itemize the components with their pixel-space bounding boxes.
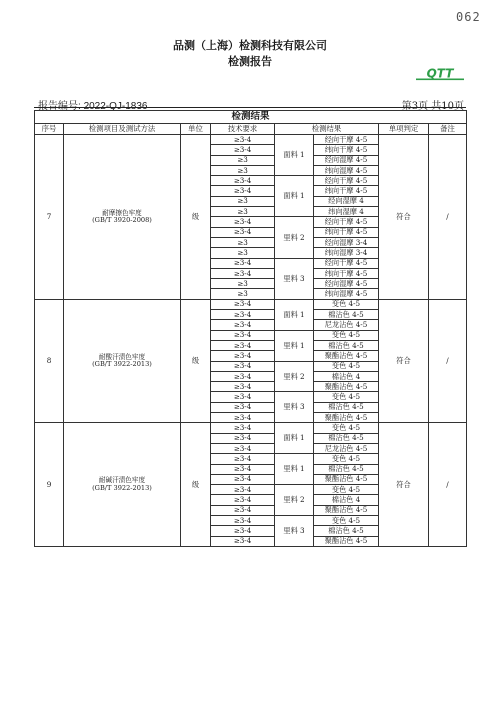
requirement: ≥3 [211, 237, 275, 247]
requirement: ≥3-4 [211, 382, 275, 392]
result-value: 经向湿摩 4-5 [314, 279, 379, 289]
material-group: 里料 3 [275, 258, 314, 299]
test-item-name: 耐摩擦色牢度 [102, 208, 142, 217]
unit: 级 [181, 135, 211, 300]
result-value: 棉沾色 4-5 [314, 402, 379, 412]
requirement: ≥3-4 [211, 258, 275, 268]
requirement: ≥3-4 [211, 145, 275, 155]
header-unit: 单位 [181, 124, 211, 135]
result-value: 纬向干摩 4-5 [314, 186, 379, 196]
requirement: ≥3-4 [211, 186, 275, 196]
result-value: 经向干摩 4-5 [314, 258, 379, 268]
result-value: 变色 4-5 [314, 330, 379, 340]
requirement: ≥3-4 [211, 515, 275, 525]
remark: / [429, 423, 467, 547]
result-value: 变色 4-5 [314, 423, 379, 433]
header-no: 序号 [35, 124, 64, 135]
requirement: ≥3 [211, 196, 275, 206]
result-value: 纬向湿摩 4-5 [314, 289, 379, 299]
header-item: 检测项目及测试方法 [64, 124, 181, 135]
requirement: ≥3-4 [211, 320, 275, 330]
requirement: ≥3-4 [211, 330, 275, 340]
result-value: 聚酯沾色 4-5 [314, 382, 379, 392]
requirement: ≥3-4 [211, 227, 275, 237]
result-value: 尼龙沾色 4-5 [314, 443, 379, 453]
test-method: (GB/T 3922-2013) [92, 483, 152, 492]
header-divider [34, 107, 466, 108]
result-value: 聚酯沾色 4-5 [314, 505, 379, 515]
test-method: (GB/T 3922-2013) [92, 360, 152, 369]
table-row [35, 299, 467, 309]
requirement: ≥3 [211, 207, 275, 217]
result-value: 经向干摩 4-5 [314, 135, 379, 145]
requirement: ≥3-4 [211, 176, 275, 186]
test-item-name: 耐碱汗渍色牢度 [98, 476, 146, 485]
requirement: ≥3-4 [211, 371, 275, 381]
requirement: ≥3-4 [211, 340, 275, 350]
result-value: 变色 4-5 [314, 299, 379, 309]
document-title: 检测报告 [228, 55, 272, 68]
item-number: 8 [35, 299, 64, 423]
result-value: 纬向湿摩 3-4 [314, 248, 379, 258]
result-value: 棉沾色 4-5 [314, 310, 379, 320]
unit: 级 [181, 423, 211, 547]
result-value: 纬向湿摩 4 [314, 207, 379, 217]
material-group: 里料 2 [275, 217, 314, 258]
requirement: ≥3 [211, 248, 275, 258]
requirement: ≥3-4 [211, 474, 275, 484]
material-group: 面料 1 [275, 299, 314, 330]
requirement: ≥3-4 [211, 217, 275, 227]
result-value: 棉沾色 4-5 [314, 433, 379, 443]
requirement: ≥3-4 [211, 299, 275, 309]
material-group: 里料 2 [275, 361, 314, 392]
logo-text: QTT [426, 66, 454, 81]
material-group: 里料 2 [275, 485, 314, 516]
item-number: 9 [35, 423, 64, 547]
requirement: ≥3-4 [211, 361, 275, 371]
requirement: ≥3-4 [211, 464, 275, 474]
requirement: ≥3-4 [211, 443, 275, 453]
table-title: 检测结果 [35, 111, 467, 124]
result-value: 变色 4-5 [314, 515, 379, 525]
requirement: ≥3-4 [211, 526, 275, 536]
requirement: ≥3 [211, 289, 275, 299]
item-number: 7 [35, 135, 64, 300]
result-value: 聚酯沾色 4-5 [314, 413, 379, 423]
material-group: 里料 3 [275, 392, 314, 423]
verdict: 符合 [379, 135, 429, 300]
material-group: 面料 1 [275, 423, 314, 454]
result-value: 棉沾色 4-5 [314, 340, 379, 350]
result-value: 经向干摩 4-5 [314, 176, 379, 186]
report-number-label: 报告编号: [38, 101, 81, 112]
requirement: ≥3-4 [211, 413, 275, 423]
requirement: ≥3-4 [211, 402, 275, 412]
result-value: 棉沾色 4 [314, 371, 379, 381]
requirement: ≥3-4 [211, 268, 275, 278]
header-requirement: 技术要求 [211, 124, 275, 135]
result-value: 变色 4-5 [314, 392, 379, 402]
table-row [35, 135, 467, 145]
requirement: ≥3-4 [211, 485, 275, 495]
report-number-value: 2022-QJ-1836 [83, 101, 148, 112]
result-value: 尼龙沾色 4-5 [314, 320, 379, 330]
material-group: 里料 1 [275, 454, 314, 485]
unit: 级 [181, 299, 211, 423]
results-body [35, 135, 467, 547]
result-value: 纬向干摩 4-5 [314, 227, 379, 237]
verdict: 符合 [379, 423, 429, 547]
result-value: 纬向干摩 4-5 [314, 268, 379, 278]
requirement: ≥3 [211, 279, 275, 289]
verdict: 符合 [379, 299, 429, 423]
test-item [64, 299, 181, 423]
requirement: ≥3-4 [211, 392, 275, 402]
result-value: 变色 4-5 [314, 485, 379, 495]
material-group: 面料 1 [275, 135, 314, 176]
requirement: ≥3-4 [211, 423, 275, 433]
test-method: (GB/T 3920-2008) [92, 215, 152, 224]
table-row [35, 423, 467, 433]
result-value: 变色 4-5 [314, 361, 379, 371]
result-value: 棉沾色 4 [314, 495, 379, 505]
requirement: ≥3 [211, 165, 275, 175]
result-value: 经向湿摩 4-5 [314, 155, 379, 165]
result-value: 经向湿摩 4 [314, 196, 379, 206]
remark: / [429, 299, 467, 423]
result-value: 聚酯沾色 4-5 [314, 536, 379, 546]
header-result: 检测结果 [275, 124, 379, 135]
page-number-stamp: 062 [456, 10, 481, 24]
results-table [34, 110, 467, 547]
requirement: ≥3-4 [211, 135, 275, 145]
material-group: 面料 1 [275, 176, 314, 217]
result-value: 棉沾色 4-5 [314, 526, 379, 536]
material-group: 里料 3 [275, 515, 314, 546]
page-info: 第3页 共10页 [401, 101, 464, 112]
test-item [64, 135, 181, 300]
requirement: ≥3-4 [211, 310, 275, 320]
test-item [64, 423, 181, 547]
requirement: ≥3-4 [211, 454, 275, 464]
material-group: 里料 1 [275, 330, 314, 361]
result-value: 经向湿摩 3-4 [314, 237, 379, 247]
remark: / [429, 135, 467, 300]
requirement: ≥3-4 [211, 351, 275, 361]
result-value: 变色 4-5 [314, 454, 379, 464]
result-value: 棉沾色 4-5 [314, 464, 379, 474]
requirement: ≥3-4 [211, 433, 275, 443]
result-value: 纬向干摩 4-5 [314, 145, 379, 155]
requirement: ≥3-4 [211, 536, 275, 546]
result-value: 经向干摩 4-5 [314, 217, 379, 227]
qtt-logo [416, 66, 464, 82]
table-header-row [35, 124, 467, 135]
test-item-name: 耐酸汗渍色牢度 [98, 352, 146, 361]
requirement: ≥3-4 [211, 505, 275, 515]
result-value: 聚酯沾色 4-5 [314, 474, 379, 484]
result-value: 纬向湿摩 4-5 [314, 165, 379, 175]
requirement: ≥3 [211, 155, 275, 165]
header-remark: 备注 [429, 124, 467, 135]
result-value: 聚酯沾色 4-5 [314, 351, 379, 361]
header-verdict: 单项判定 [379, 124, 429, 135]
requirement: ≥3-4 [211, 495, 275, 505]
company-name: 品测（上海）检测科技有限公司 [173, 39, 327, 52]
